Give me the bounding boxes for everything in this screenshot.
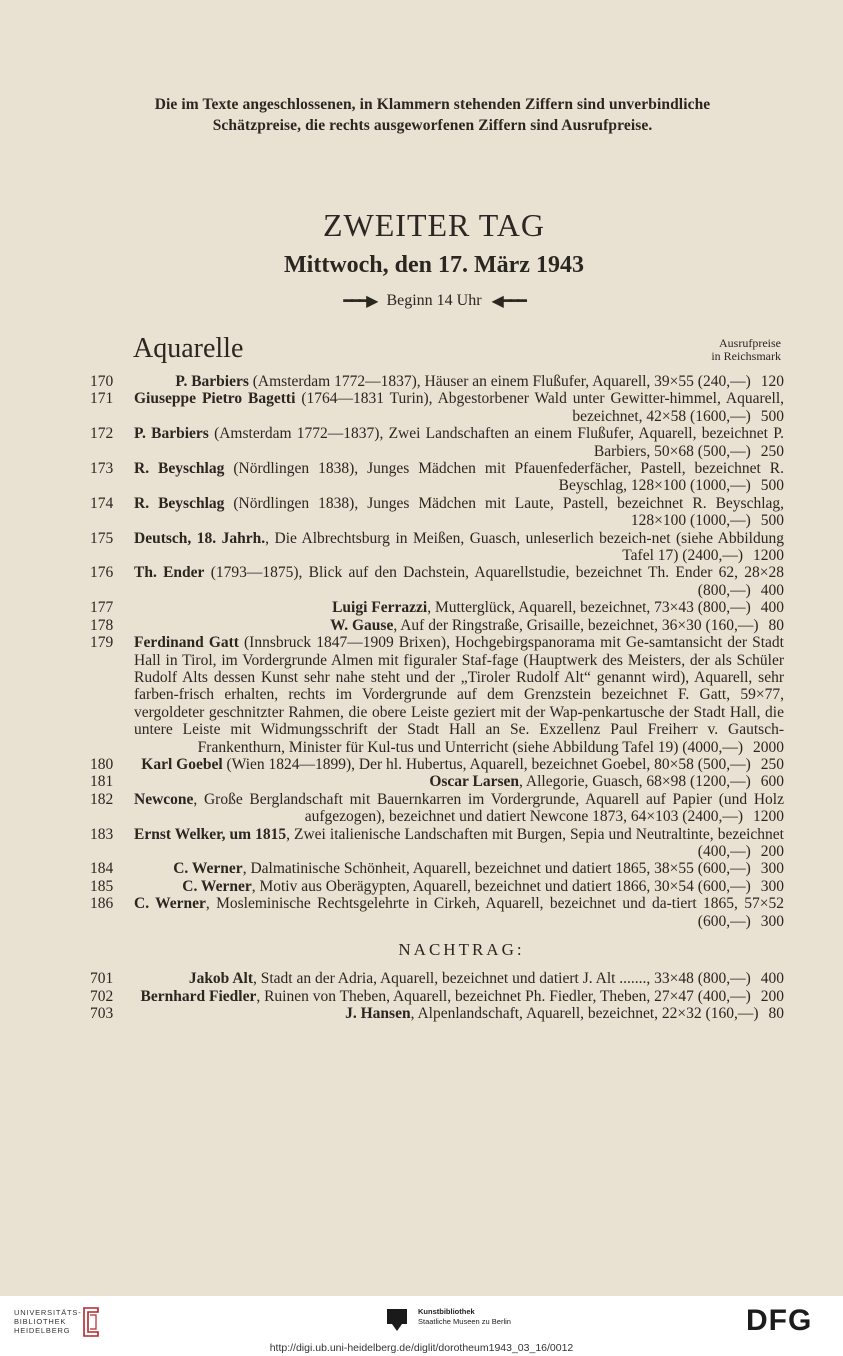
lot-price: 1200	[753, 547, 784, 565]
lot-description	[134, 460, 784, 495]
kb-line-1: Kunstbibliothek	[418, 1307, 475, 1316]
arrow-left-icon: ◀━━━	[491, 293, 525, 310]
lot-text: (1764—1831 Turin), Abgestorbener Wald unter Gewitter-himmel, Aquarell, bezeichnet, 42×58 (1600,—)	[295, 390, 785, 425]
lot-text: , Ruinen von Theben, Aquarell, bezeichnet Ph. Fiedler, Theben, 27×47 (400,—)	[256, 987, 751, 1005]
lot-number: 183	[90, 825, 114, 843]
lot-description	[134, 599, 784, 616]
kunstbibliothek-logo-icon	[386, 1308, 408, 1332]
lot-text: , Zwei italienische Landschaften mit Burgen, Sepia und Neutraltinte, bezeichnet (400,—)	[286, 825, 784, 860]
lot-number: 175	[90, 529, 114, 547]
lot-number: 180	[90, 755, 114, 773]
lot-entry	[84, 460, 784, 495]
lot-number: 181	[90, 773, 114, 791]
lot-description	[134, 988, 784, 1005]
lot-entry	[84, 878, 784, 895]
lot-number: 179	[90, 634, 114, 652]
lot-price: 300	[760, 912, 784, 930]
lot-text: (Innsbruck 1847—1909 Brixen), Hochgebirgspanorama mit Ge-samtansicht der Stadt Hall in Tirol, im Vordergrunde Almen mit figuraler Staf-fage (Hauptwerk des Meisters, der als Schüler Rudolf Alts dessen Kunst sehr nahe steht und der „Tiroler Rudolf Alt“ genannt wird), Aquarell, sehr farben-frisch erhalten, rechts im Vordergrunde auf dem Grenzstein bezeichnet F. Gatt, 59×77, vergoldeter geschnitzter Rahmen, die obere Leiste geziert mit der Wap-penkartusche der Stadt Hall, die untere Leiste mit Widmungsschrift der Stadt Hall an Se. Exzellenz Paul Freiherr v. Gautsch-Frankenthurn, Minister für Kul-tus und Unterricht (siehe Abbildung Tafel 19) (4000,—)	[134, 634, 784, 756]
lot-entry	[84, 617, 784, 634]
lot-number: 703	[90, 1005, 114, 1023]
day-date: Mittwoch, den 17. März 1943	[284, 252, 584, 278]
kunstbibliothek-label	[418, 1307, 511, 1327]
lot-description	[134, 791, 784, 826]
artist-name: Jakob Alt	[188, 970, 253, 988]
lot-price: 500	[760, 407, 784, 425]
lot-price: 1200	[753, 808, 784, 826]
lot-price: 120	[760, 373, 784, 390]
lot-price: 200	[760, 842, 784, 860]
lot-price: 250	[760, 442, 784, 460]
artist-name: W. Gause	[330, 616, 394, 634]
lot-description	[134, 1005, 784, 1022]
nachtrag-heading: NACHTRAG:	[398, 940, 525, 959]
lot-description	[134, 564, 784, 599]
artist-name: Th. Ender	[134, 564, 205, 582]
artist-name: Ferdinand Gatt	[134, 634, 239, 652]
lot-number: 176	[90, 564, 114, 582]
intro-line-1: Die im Texte angeschlossenen, in Klammern stehenden Ziffern sind unverbindliche	[154, 96, 711, 113]
lot-description	[134, 878, 784, 895]
lot-number: 173	[90, 460, 114, 478]
day-start	[0, 291, 843, 311]
artist-name: R. Beyschlag	[134, 494, 225, 512]
lot-number: 184	[90, 860, 114, 878]
artist-name: Karl Goebel	[141, 755, 223, 773]
price-column-header	[711, 337, 781, 363]
artist-name: Ernst Welker, um 1815	[134, 825, 287, 843]
lot-text: , Allegorie, Guasch, 68×98 (1200,—)	[519, 773, 751, 791]
lot-text: , Mosleminische Rechtsgelehrte in Cirkeh, Aquarell, bezeichnet und da-tiert 1865, 57×52 (600,—)	[205, 895, 784, 930]
lot-description	[134, 826, 784, 861]
lot-description	[134, 860, 784, 877]
lot-list	[84, 373, 784, 1023]
lot-entry	[84, 988, 784, 1005]
lot-description	[134, 495, 784, 530]
lot-price: 250	[760, 755, 784, 773]
artist-name: R. Beyschlag	[134, 460, 225, 478]
artist-name: C. Werner	[173, 860, 243, 878]
artist-name: Bernhard Fiedler	[140, 987, 257, 1005]
uni-line-2: BIBLIOTHEK	[14, 1317, 67, 1326]
artist-name: P. Barbiers	[134, 425, 209, 443]
lot-number: 702	[90, 987, 114, 1005]
intro-line-2: Schätzpreise, die rechts ausgeworfenen Ziffern sind Ausrufpreise.	[212, 117, 653, 134]
artist-name: J. Hansen	[345, 1005, 411, 1023]
lot-price: 500	[760, 512, 784, 530]
lot-description	[134, 895, 784, 930]
lot-price: 400	[760, 599, 784, 617]
lot-number: 186	[90, 895, 114, 913]
lot-number: 185	[90, 877, 114, 895]
lot-text: , Alpenlandschaft, Aquarell, bezeichnet, 22×32 (160,—)	[410, 1005, 759, 1023]
lot-price: 80	[768, 1005, 784, 1023]
lot-description	[134, 756, 784, 773]
lot-entry	[84, 530, 784, 565]
price-head-line-2: in Reichsmark	[711, 349, 781, 363]
lot-entry	[84, 791, 784, 826]
lot-text: , Motiv aus Oberägypten, Aquarell, bezeichnet und datiert 1866, 30×54 (600,—)	[251, 877, 751, 895]
lot-description	[134, 530, 784, 565]
lot-description	[134, 373, 784, 390]
footer-bar	[0, 1296, 843, 1356]
lot-number: 701	[90, 970, 114, 988]
lot-text: , Die Albrechtsburg in Meißen, Guasch, unleserlich bezeich-net (siehe Abbildung Tafel 17) (2400,—)	[265, 529, 784, 565]
lot-entry	[84, 634, 784, 756]
section-title: Aquarelle	[133, 333, 244, 364]
lot-number: 182	[90, 790, 114, 808]
uni-line-1: UNIVERSITÄTS-	[14, 1308, 82, 1317]
lot-price: 2000	[753, 738, 784, 756]
lot-entry	[84, 425, 784, 460]
lot-number: 177	[90, 599, 114, 617]
lot-text: (Amsterdam 1772—1837), Zwei Landschaften an einem Flußufer, Aquarell, bezeichnet P. Barbiers, 50×68 (500,—)	[208, 425, 784, 460]
day-title: ZWEITER TAG	[322, 207, 545, 243]
lot-description	[134, 634, 784, 756]
lot-text: (Wien 1824—1899), Der hl. Hubertus, Aquarell, bezeichnet Goebel, 80×58 (500,—)	[222, 755, 751, 773]
lot-text: (Nördlingen 1838), Junges Mädchen mit Laute, Pastell, bezeichnet R. Beyschlag, 128×100 (1000,—)	[224, 494, 785, 530]
start-time: Beginn 14 Uhr	[386, 292, 482, 309]
artist-name: Deutsch, 18. Jahrh.	[134, 529, 266, 547]
artist-name: C. Werner	[182, 877, 252, 895]
lot-text: , Dalmatinische Schönheit, Aquarell, bezeichnet und datiert 1865, 38×55 (600,—)	[242, 860, 751, 878]
university-library-label	[14, 1308, 82, 1335]
artist-name: Newcone	[134, 790, 194, 808]
lot-entry	[84, 860, 784, 877]
lot-text: (1793—1875), Blick auf den Dachstein, Aquarellstudie, bezeichnet Th. Ender 62, 28×28 (800,—)	[204, 564, 784, 599]
lot-entry	[84, 756, 784, 773]
lot-entry	[84, 390, 784, 425]
university-logo-icon	[80, 1306, 102, 1338]
lot-entry	[84, 373, 784, 390]
arrow-right-icon: ━━━▶	[343, 293, 377, 310]
source-url[interactable]: http://digi.ub.uni-heidelberg.de/diglit/dorotheum1943_03_16/0012	[269, 1342, 574, 1354]
lot-price: 400	[760, 970, 784, 988]
artist-name: Oscar Larsen	[429, 773, 520, 791]
lot-entry	[84, 970, 784, 987]
price-head-line-1: Ausrufpreise	[719, 336, 781, 350]
uni-line-3: HEIDELBERG	[14, 1326, 71, 1335]
lot-entry	[84, 495, 784, 530]
lot-entry	[84, 895, 784, 930]
dfg-logo: DFG	[746, 1304, 813, 1337]
intro-note	[80, 94, 785, 136]
lot-description	[134, 970, 784, 987]
artist-name: Luigi Ferrazzi	[332, 599, 428, 617]
lot-number: 172	[90, 425, 114, 443]
artist-name: C. Werner	[134, 895, 206, 913]
lot-price: 400	[760, 581, 784, 599]
lot-number: 171	[90, 390, 114, 408]
lot-entry	[84, 826, 784, 861]
lot-description	[134, 617, 784, 634]
lot-price: 300	[760, 877, 784, 895]
lot-text: , Mutterglück, Aquarell, bezeichnet, 73×43 (800,—)	[427, 599, 751, 617]
lot-number: 174	[90, 494, 114, 512]
artist-name: P. Barbiers	[175, 373, 249, 390]
lot-text: (Nördlingen 1838), Junges Mädchen mit Pfauenfederfächer, Pastell, bezeichnet R. Beyschlag, 128×100 (1000,—)	[224, 460, 784, 495]
lot-number: 170	[90, 373, 114, 390]
lot-entry	[84, 599, 784, 616]
lot-description	[134, 773, 784, 790]
lot-price: 500	[760, 477, 784, 495]
lot-price: 600	[760, 773, 784, 791]
lot-price: 300	[760, 860, 784, 878]
lot-price: 80	[768, 616, 784, 634]
lot-text: (Amsterdam 1772—1837), Häuser an einem Flußufer, Aquarell, 39×55 (240,—)	[248, 373, 751, 390]
lot-price: 200	[760, 987, 784, 1005]
lot-entry	[84, 564, 784, 599]
lot-description	[134, 390, 784, 425]
lot-number: 178	[90, 616, 114, 634]
lot-text: , Auf der Ringstraße, Grisaille, bezeichnet, 36×30 (160,—)	[393, 616, 759, 634]
lot-entry	[84, 773, 784, 790]
lot-text: , Große Berglandschaft mit Bauernkarren im Vordergrunde, Aquarell auf Papier (und Holz aufgezogen), bezeichnet und datiert Newcone 1873, 64×103 (2400,—)	[193, 790, 784, 826]
lot-text: , Stadt an der Adria, Aquarell, bezeichnet und datiert J. Alt ......., 33×48 (800,—)	[253, 970, 751, 988]
artist-name: Giuseppe Pietro Bagetti	[134, 390, 296, 408]
lot-description	[134, 425, 784, 460]
lot-entry	[84, 1005, 784, 1022]
kb-line-2: Staatliche Museen zu Berlin	[418, 1317, 511, 1326]
